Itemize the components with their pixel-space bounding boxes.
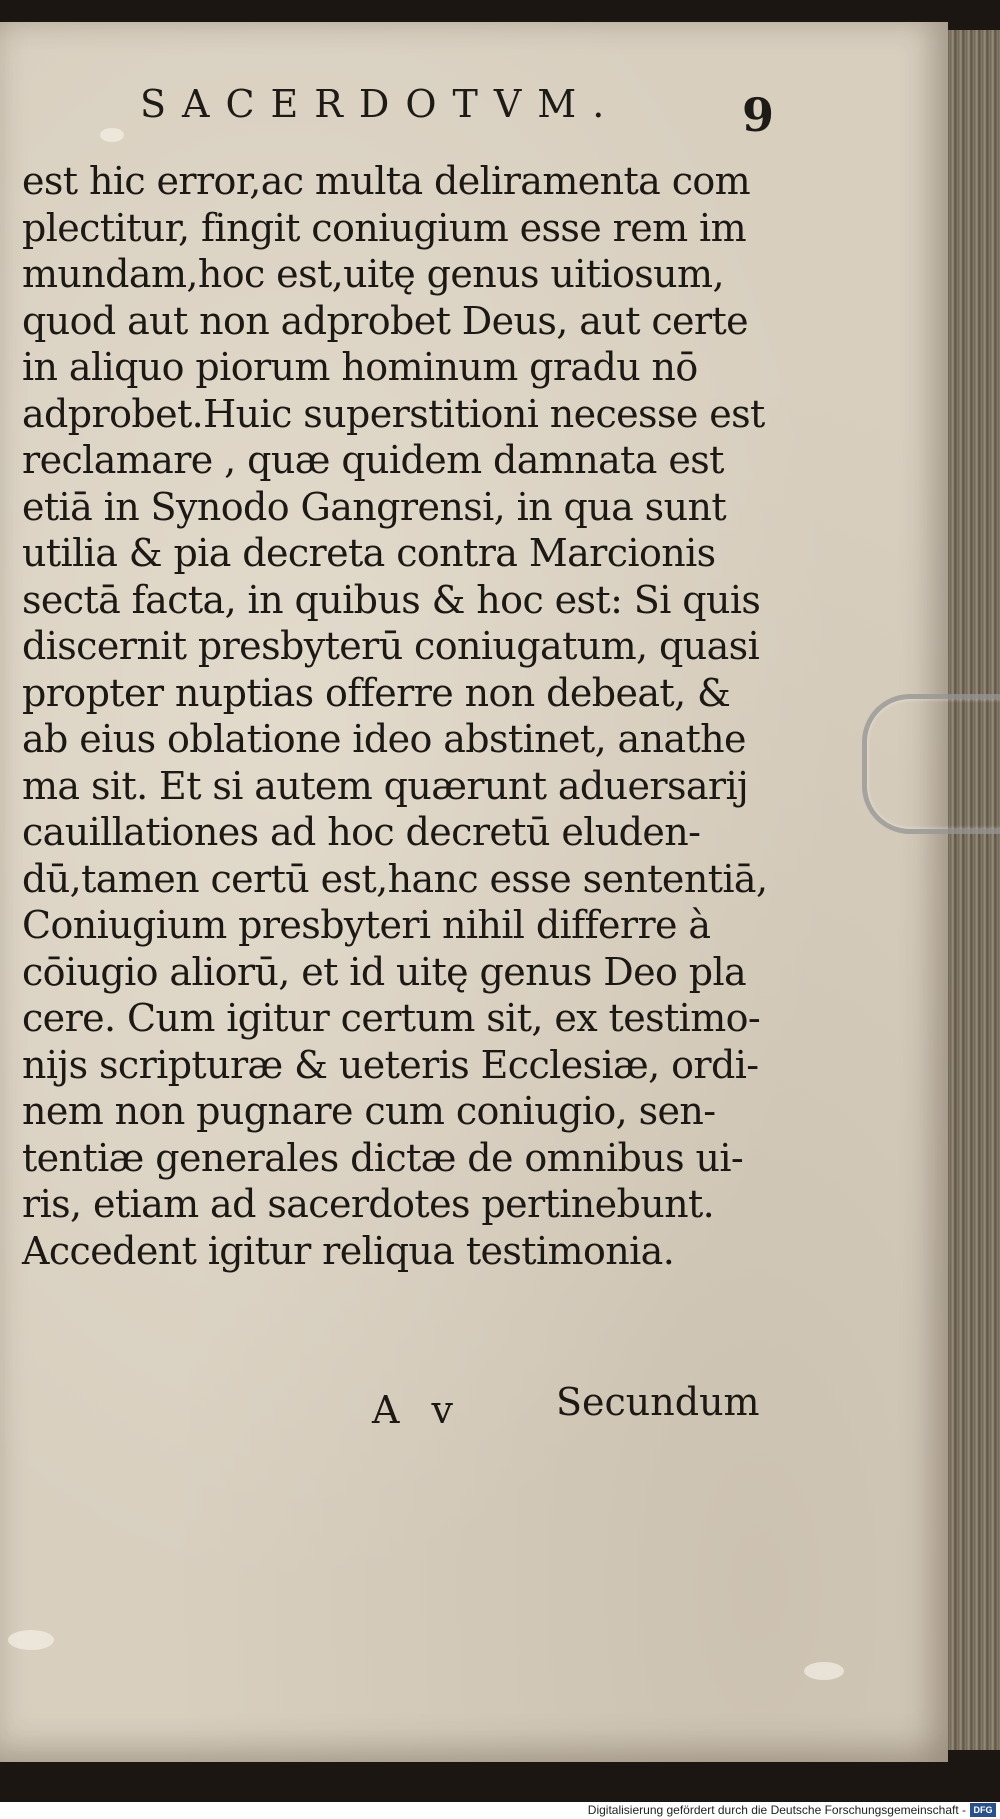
funding-credit: Digitalisierung gefördert durch die Deutsche Forschungsgemeinschaft -: [587, 1803, 966, 1817]
text-line: discernit presbyterū coniugatum, quasi: [22, 624, 760, 668]
text-line: cauillationes ad hoc decretū eluden-: [22, 810, 701, 854]
paper-damage-spot: [804, 1662, 844, 1680]
text-line: mundam,hoc est,uitę genus uitiosum,: [22, 252, 724, 296]
page-sheet: [0, 22, 948, 1762]
page-number: 9: [742, 88, 775, 142]
text-line: adprobet.Huic superstitioni necesse est: [22, 391, 765, 436]
paper-damage-spot: [8, 1630, 54, 1650]
text-line: reclamare , quæ quidem damnata est: [22, 438, 724, 482]
text-line: propter nuptias offerre non debeat, &: [22, 670, 731, 715]
text-line: quod aut non adprobet Deus, aut certe: [22, 298, 749, 343]
running-head: SACERDOTVM.: [140, 82, 621, 126]
text-line: etiā in Synodo Gangrensi, in qua sunt: [22, 484, 726, 529]
text-line: nem non pugnare cum coniugio, sen-: [22, 1089, 716, 1133]
text-line: sectā facta, in quibus & hoc est: Si quis: [22, 577, 761, 622]
body-text: [22, 158, 782, 1274]
text-line: utilia & pia decreta contra Marcionis: [22, 531, 716, 575]
text-line: tentiæ generales dictæ de omnibus ui-: [22, 1135, 744, 1180]
text-line: Accedent igitur reliqua testimonia.: [22, 1228, 675, 1273]
book-page-edges: [940, 30, 1000, 1750]
dfg-logo-icon: DFG: [970, 1803, 996, 1817]
text-line: in aliquo piorum hominum gradu nō: [22, 345, 698, 389]
text-line: cōiugio aliorū, et id uitę genus Deo pla: [22, 949, 747, 994]
paper-damage-spot: [100, 128, 124, 142]
catchword: Secundum: [556, 1380, 760, 1424]
text-line: plectitur, fingit coniugium esse rem im: [22, 205, 747, 250]
page-clip: [862, 694, 1000, 834]
text-line: nijs scripturæ & ueteris Ecclesiæ, ordi-: [22, 1042, 759, 1087]
text-line: Coniugium presbyteri nihil differre à: [22, 903, 711, 947]
text-line: ab eius oblatione ideo abstinet, anathe: [22, 717, 746, 761]
signature-mark: A v: [372, 1388, 463, 1432]
text-line: est hic error,ac multa deliramenta com: [22, 159, 751, 203]
text-line: dū,tamen certū est,hanc esse sententiā,: [22, 856, 768, 901]
text-line: ma sit. Et si autem quærunt aduersarij: [22, 763, 749, 808]
text-line: cere. Cum igitur certum sit, ex testimo-: [22, 996, 761, 1040]
text-line: ris, etiam ad sacerdotes pertinebunt.: [22, 1182, 715, 1226]
